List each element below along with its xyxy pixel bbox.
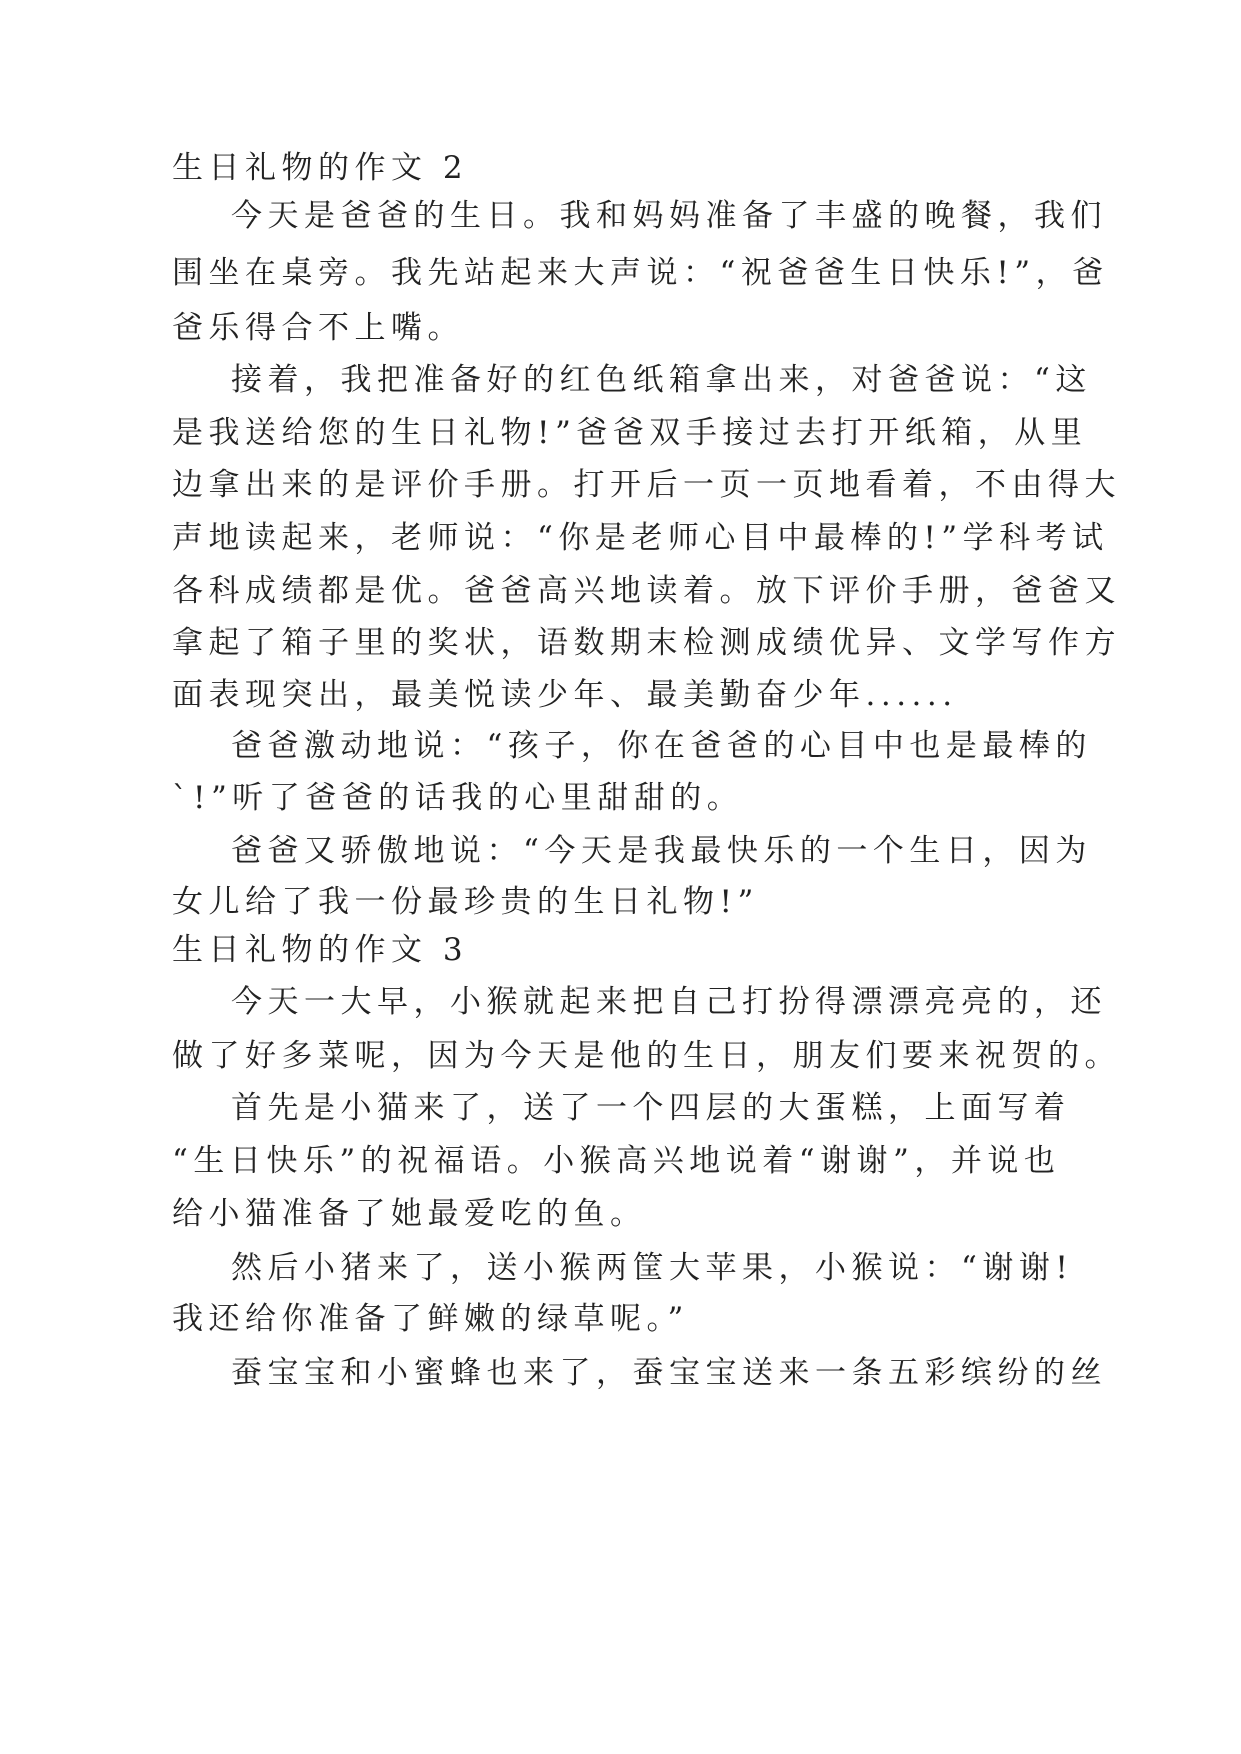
text-line: 今天一大早，小猴就起来把自己打扮得漂漂亮亮的，还	[231, 984, 1107, 1020]
text-line: 边拿出来的是评价手册。打开后一页一页地看着，不由得大	[172, 467, 1121, 503]
text-line: 各科成绩都是优。爸爸高兴地读着。放下评价手册，爸爸又	[172, 573, 1121, 609]
text-line: 围坐在桌旁。我先站起来大声说：“祝爸爸生日快乐!”，爸	[172, 255, 1109, 291]
text-line: 女儿给了我一份最珍贵的生日礼物!”	[172, 884, 759, 920]
text-line: 我还给你准备了鲜嫩的绿草呢。”	[172, 1301, 689, 1337]
text-line: 面表现突出，最美悦读少年、最美勤奋少年......	[172, 677, 958, 713]
text-line: 蚕宝宝和小蜜蜂也来了，蚕宝宝送来一条五彩缤纷的丝	[231, 1355, 1107, 1391]
text-line: 然后小猪来了，送小猴两筐大苹果，小猴说：“谢谢!	[231, 1250, 1074, 1286]
section-heading-essay-2: 生日礼物的作文 2	[172, 150, 469, 186]
section-heading-essay-3: 生日礼物的作文 3	[172, 932, 469, 968]
text-line: 爸乐得合不上嘴。	[172, 310, 464, 346]
text-line: 爸爸又骄傲地说：“今天是我最快乐的一个生日，因为	[231, 833, 1092, 869]
text-line: 声地读起来，老师说：“你是老师心目中最棒的!”学科考试	[172, 520, 1109, 556]
text-line: `!”听了爸爸的话我的心里甜甜的。	[172, 780, 744, 816]
text-line: 爸爸激动地说：“孩子，你在爸爸的心目中也是最棒的	[231, 728, 1092, 764]
text-line: 首先是小猫来了，送了一个四层的大蛋糕，上面写着	[231, 1090, 1071, 1126]
text-line: 今天是爸爸的生日。我和妈妈准备了丰盛的晚餐，我们	[231, 198, 1107, 234]
text-line: “生日快乐”的祝福语。小猴高兴地说着“谢谢”，并说也	[172, 1143, 1061, 1179]
text-line: 给小猫准备了她最爱吃的鱼。	[172, 1196, 647, 1232]
text-line: 接着，我把准备好的红色纸箱拿出来，对爸爸说：“这	[231, 362, 1092, 398]
text-line: 做了好多菜呢，因为今天是他的生日，朋友们要来祝贺的。	[172, 1038, 1121, 1074]
text-line: 拿起了箱子里的奖状，语数期末检测成绩优异、文学写作方	[172, 625, 1121, 661]
text-line: 是我送给您的生日礼物!”爸爸双手接过去打开纸箱，从里	[172, 415, 1088, 451]
